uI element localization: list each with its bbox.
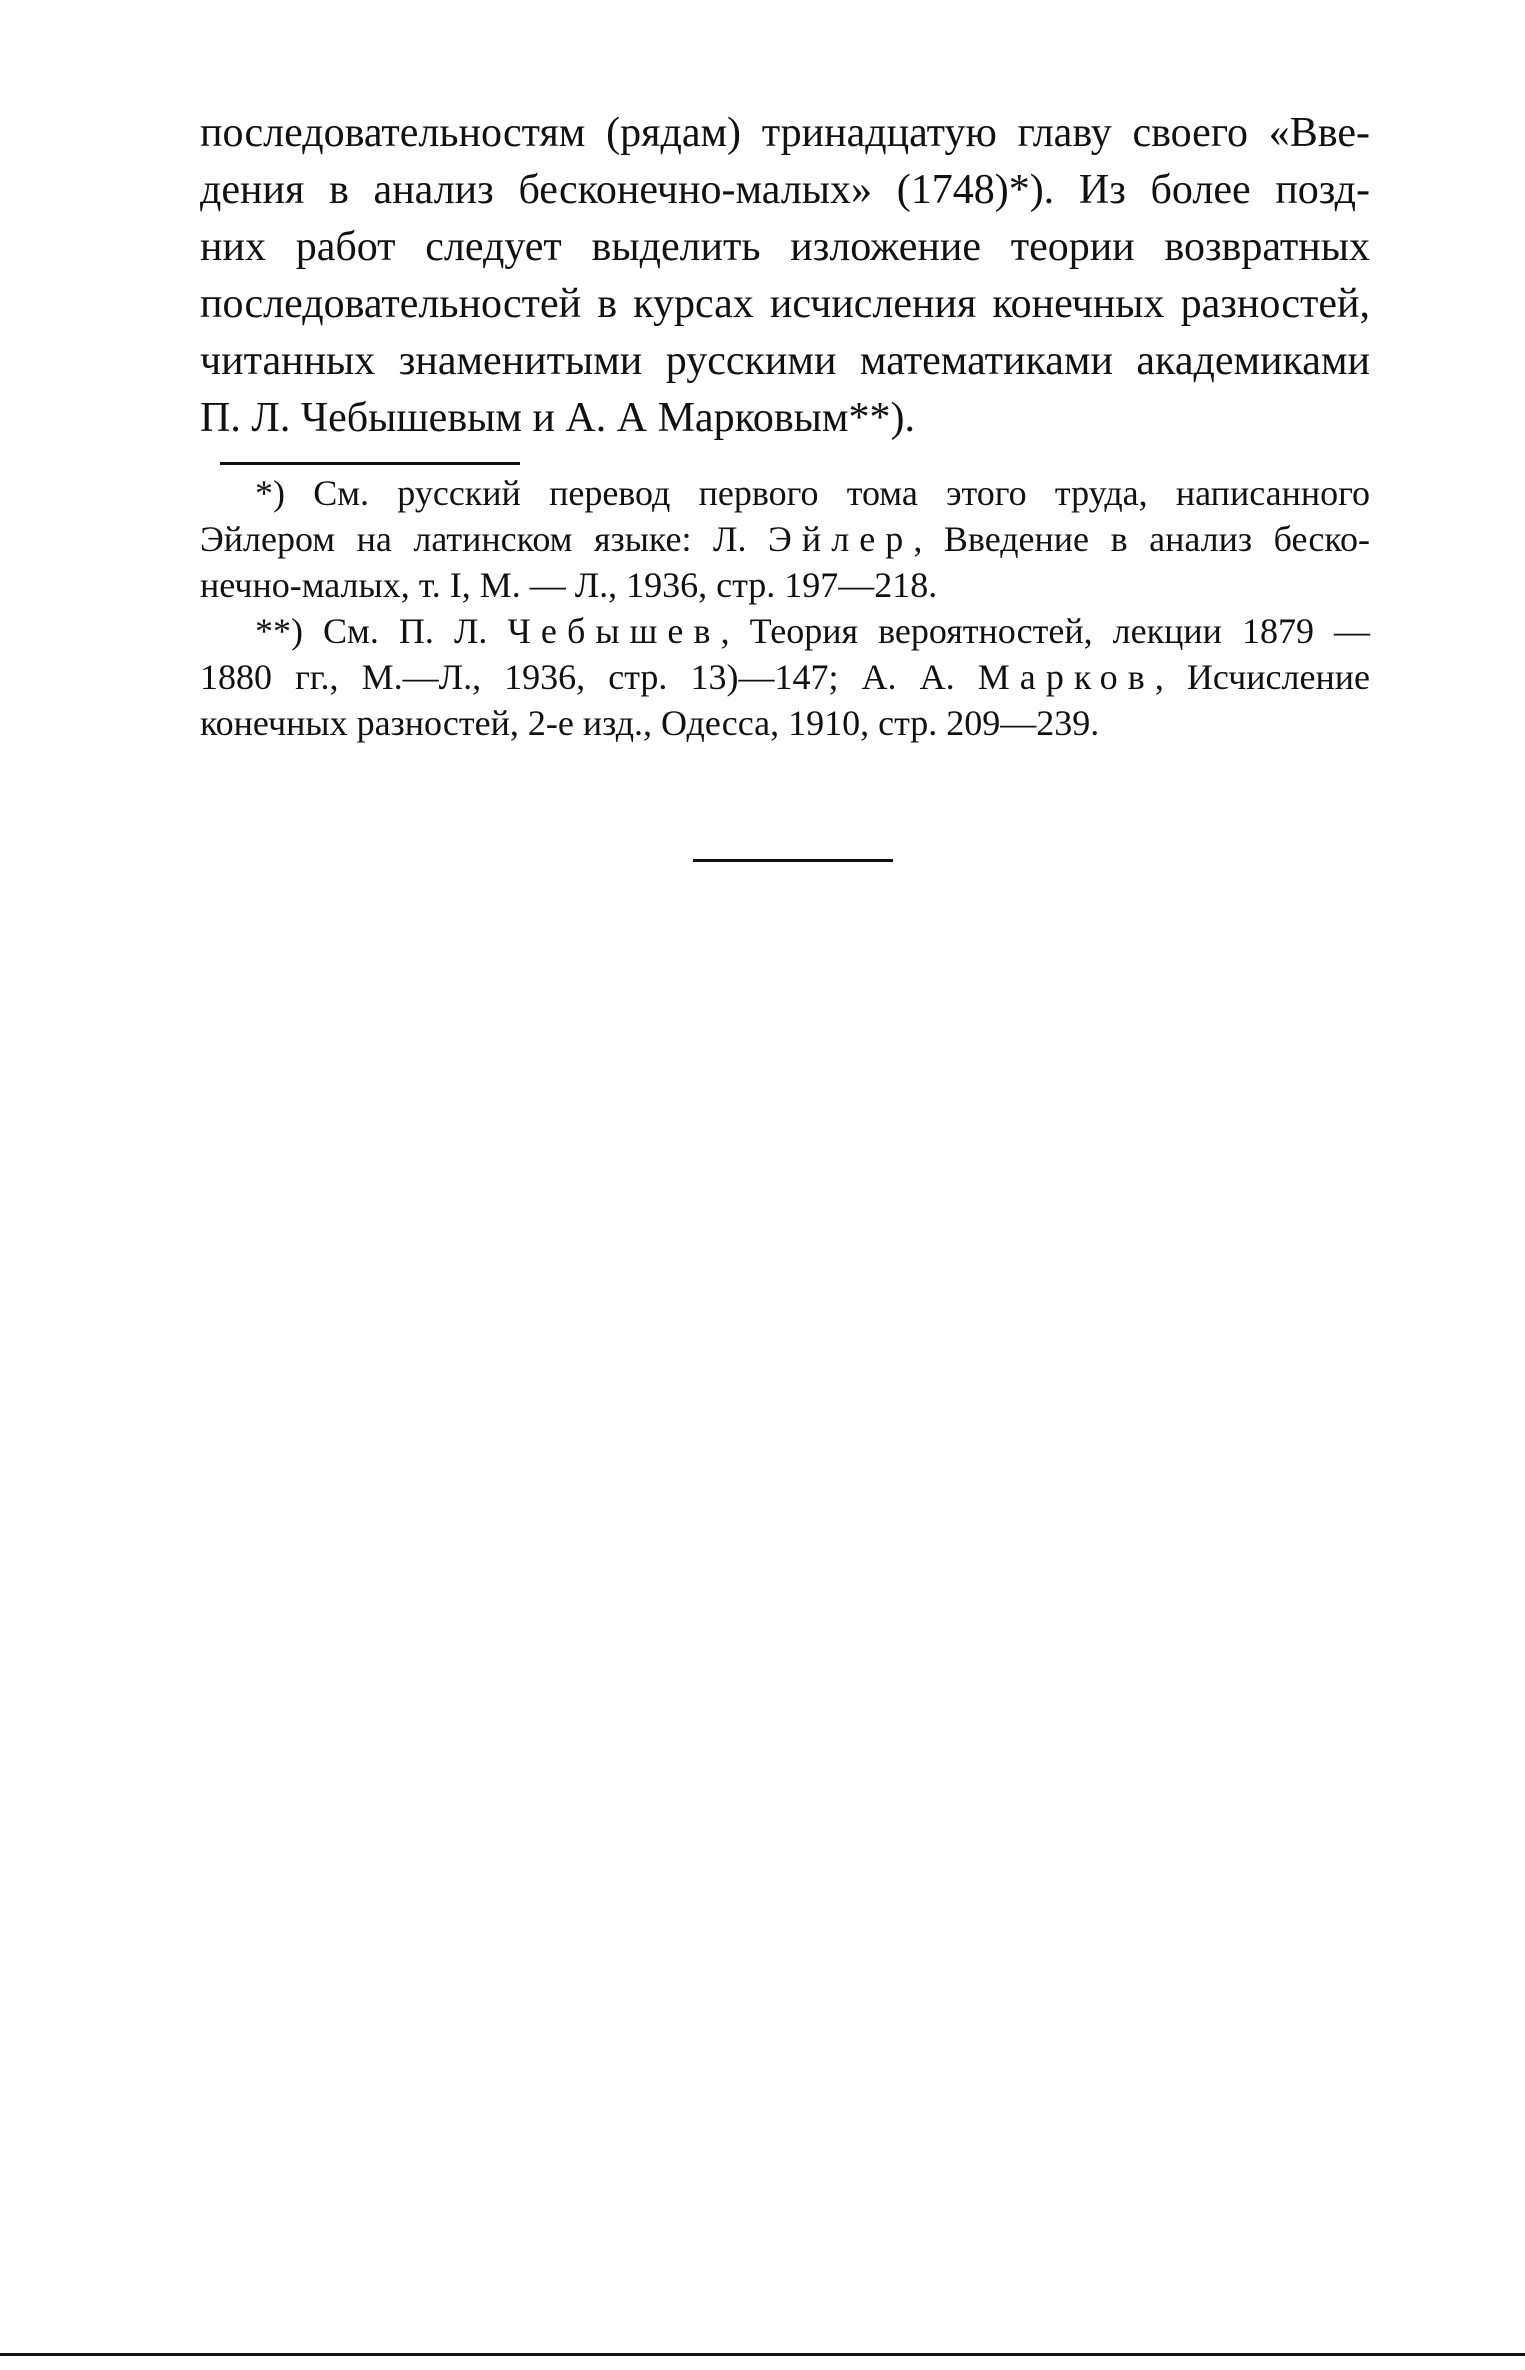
- footnote-text: 1880 гг., М.—Л., 1936, стр. 13)—147; А. А.: [200, 657, 978, 697]
- author-name: Эйлер: [768, 519, 914, 559]
- paragraph-line: последовательностям (рядам) тринадцатую главу своего «Вве-: [200, 110, 1370, 156]
- main-paragraph: [200, 105, 1370, 447]
- footnote-line: нечно-малых, т. I, М. — Л., 1936, стр. 197—218.: [200, 565, 938, 605]
- paragraph-line: дения в анализ бесконечно-малых» (1748)*). Из более позд-: [200, 167, 1370, 213]
- footnote-line: [200, 608, 1370, 654]
- footnote-text: , Введение в анализ беско-: [913, 519, 1370, 559]
- paragraph-line: П. Л. Чебышевым и А. А Марковым**).: [200, 395, 915, 441]
- footnote-text: Эйлером на латинском языке: Л.: [200, 519, 768, 559]
- author-name: Марков: [977, 657, 1155, 697]
- footnote-text: , Теория вероятностей, лекции 1879 —: [720, 611, 1371, 651]
- section-end-rule: [693, 859, 893, 862]
- paragraph-line: читанных знаменитыми русскими математиками академиками: [200, 338, 1370, 384]
- footnote-2: [200, 608, 1370, 746]
- footnote-line: [200, 654, 1370, 700]
- author-name: Чебышев: [507, 611, 721, 651]
- footnote-line: [200, 516, 1370, 562]
- paragraph-line: последовательностей в курсах исчисления конечных разностей,: [200, 281, 1370, 327]
- footnote-text: **) См. П. Л.: [255, 611, 508, 651]
- footnote-line: конечных разностей, 2-е изд., Одесса, 1910, стр. 209—239.: [200, 703, 1100, 743]
- footnote-separator: [220, 462, 520, 465]
- footnotes: [200, 470, 1370, 746]
- paragraph-line: них работ следует выделить изложение теории возвратных: [200, 224, 1370, 270]
- footnote-line: *) См. русский перевод первого тома этого труда, написанного: [255, 473, 1370, 513]
- footnote-1: [200, 470, 1370, 608]
- footnote-text: , Исчисление: [1154, 657, 1370, 697]
- page-bottom-border: [0, 2353, 1525, 2356]
